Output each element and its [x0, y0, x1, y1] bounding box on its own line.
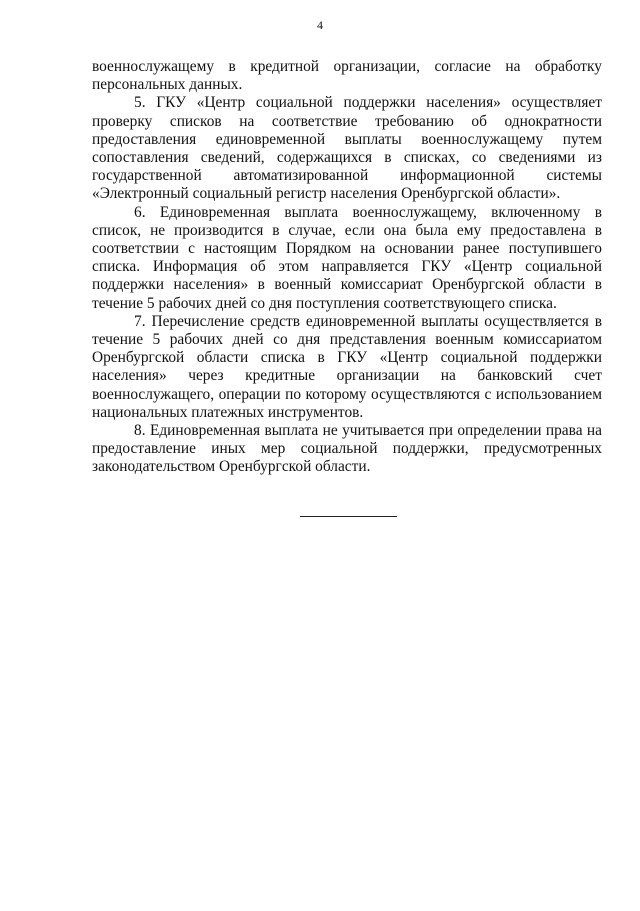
- closing-divider-line: [300, 516, 397, 517]
- page-number: 4: [317, 18, 323, 32]
- document-body: [92, 58, 602, 477]
- paragraph-item-6: 6. Единовременная выплата военнослужащему, включенному в список, не производится в случае, если она была ему предоставлена в соответствии с настоящим Порядком на основании ранее поступившего списка. Информация об этом направляется ГКУ «Центр социальной поддержки населения» в военный комиссариат Оренбургской области в течение 5 рабочих дней со дня поступления соответствующего списка.: [92, 203, 602, 312]
- paragraph-item-5: 5. ГКУ «Центр социальной поддержки населения» осуществляет проверку списков на соответствие требованию об однократности предоставления единовременной выплаты военнослужащему путем сопоставления сведений, содержащихся в списках, со сведениями из государственной автоматизированной информационной системы «Электронный социальный регистр населения Оренбургской области».: [92, 94, 602, 203]
- paragraph-continuation: военнослужащему в кредитной организации, согласие на обработку персональных данных.: [92, 58, 602, 94]
- paragraph-item-8: 8. Единовременная выплата не учитывается при определении права на предоставление иных мер социальной поддержки, предусмотренных законодательством Оренбургской области.: [92, 422, 602, 476]
- paragraph-item-7: 7. Перечисление средств единовременной выплаты осуществляется в течение 5 рабочих дней со дня представления военным комиссариатом Оренбургской области списка в ГКУ «Центр социальной поддержки населения» через кредитные организации на банковский счет военнослужащего, операции по которому осуществляются с использованием национальных платежных инструментов.: [92, 312, 602, 421]
